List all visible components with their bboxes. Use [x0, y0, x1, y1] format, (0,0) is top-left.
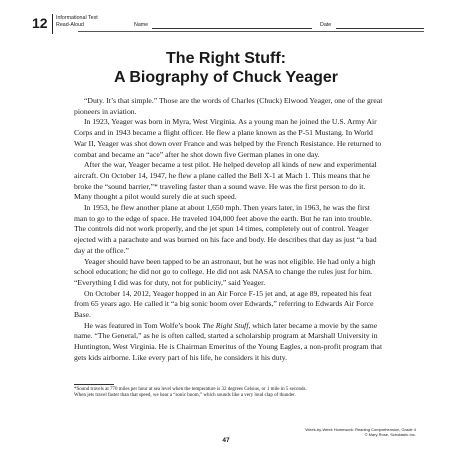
book-title: The Right Stuff — [202, 320, 249, 330]
paragraph: Yeager should have been tapped to be an astronaut, but he was not eligible. He had only a high school education; he did not go to college. He did not ask NASA to change the rules just for him. “Everything I did was for duty, not for publicity,” said Yeager. — [74, 256, 376, 287]
credit-line1: Week-by-Week Homework: Reading Comprehension, Grade 4 — [305, 427, 416, 432]
copyright-credit — [305, 427, 416, 437]
header-page-number: 12 — [32, 15, 48, 31]
paragraph: “Duty. It’s that simple.” Those are the words of Charles (Chuck) Elwood Yeager, one of the great pioneers in aviation. — [74, 96, 383, 116]
paragraph: In 1923, Yeager was born in Myra, West Virginia. As a young man he joined the U.S. Army Air Corps and in 1943 became a flight officer. He flew a plane known as the P-51 Mustang. In World War II, Yeager was shot down over France and was helped by the French Resistance. He returned to combat and became an “ace” after he shot down five German planes in one day. — [74, 117, 382, 159]
section-label-line2: Read-Aloud — [56, 21, 84, 28]
name-field[interactable] — [152, 28, 312, 29]
article-body — [74, 96, 384, 364]
footnote-line2: When jets travel faster than that speed, we hear a “sonic boom,” which sounds like a very loud clap of thunder. — [74, 393, 296, 399]
date-label: Date — [320, 22, 332, 28]
page-title-line2: A Biography of Chuck Yeager — [113, 69, 339, 86]
footnote-line1: *Sound travels at 770 miles per hour at sea level when the temperature is 32 degrees Celsius, or 1 mile in 5 seconds. — [74, 387, 307, 392]
footnote — [74, 387, 386, 399]
name-label: Name — [134, 22, 149, 28]
page-title-line1: The Right Stuff: — [166, 50, 286, 67]
paragraph: After the war, Yeager became a test pilot. He helped develop all kinds of new and experimental aircraft. On October 14, 1947, he flew a plane called the Bell X-1 at Mach 1. This means that he broke the “sound barrier,”* traveling faster than a sound wave. He was the first person to do it. Many thought a pilot would surely die at such speed. — [74, 160, 377, 202]
credit-line2: © Mary Rose, Scholastic Inc. — [364, 432, 416, 437]
section-label-line1: Informational Text — [56, 15, 98, 21]
section-label — [56, 15, 98, 28]
paragraph: In 1953, he flew another plane at about 1,650 mph. Then years later, in 1963, he was the first man to go to the edge of space. He traveled 104,000 feet above the earth. But he ran into trouble. The controls did not work properly, and the jet spun 14 times, completely out of control. Yeager ejected with a parachute and was burned on his face and body. He describes that day as just “a bad day at the office.” — [74, 203, 377, 255]
paragraph: On October 14, 2012, Yeager hopped in an Air Force F-15 jet and, at age 89, repeated his feat from 65 years ago. He called it “a big sonic boom over Edwards,” referring to Edwards Air Force Base. — [74, 288, 374, 320]
footnote-rule — [74, 384, 114, 385]
header-rule — [78, 31, 424, 32]
paragraph: He was featured in Tom Wolfe’s book The Right Stuff, which later became a movie by the same name. “The General,” as he is often called, started a scholarship program at Marshall University in Huntington, West Virginia. He is Chairman Emeritus of the Young Eagles, a non-profit program that gets kids airborne. Like every part of his life, he considers it his duty. — [74, 320, 383, 362]
footer-page-number: 47 — [222, 437, 230, 444]
date-field[interactable] — [336, 28, 424, 29]
header-divider — [52, 14, 53, 34]
